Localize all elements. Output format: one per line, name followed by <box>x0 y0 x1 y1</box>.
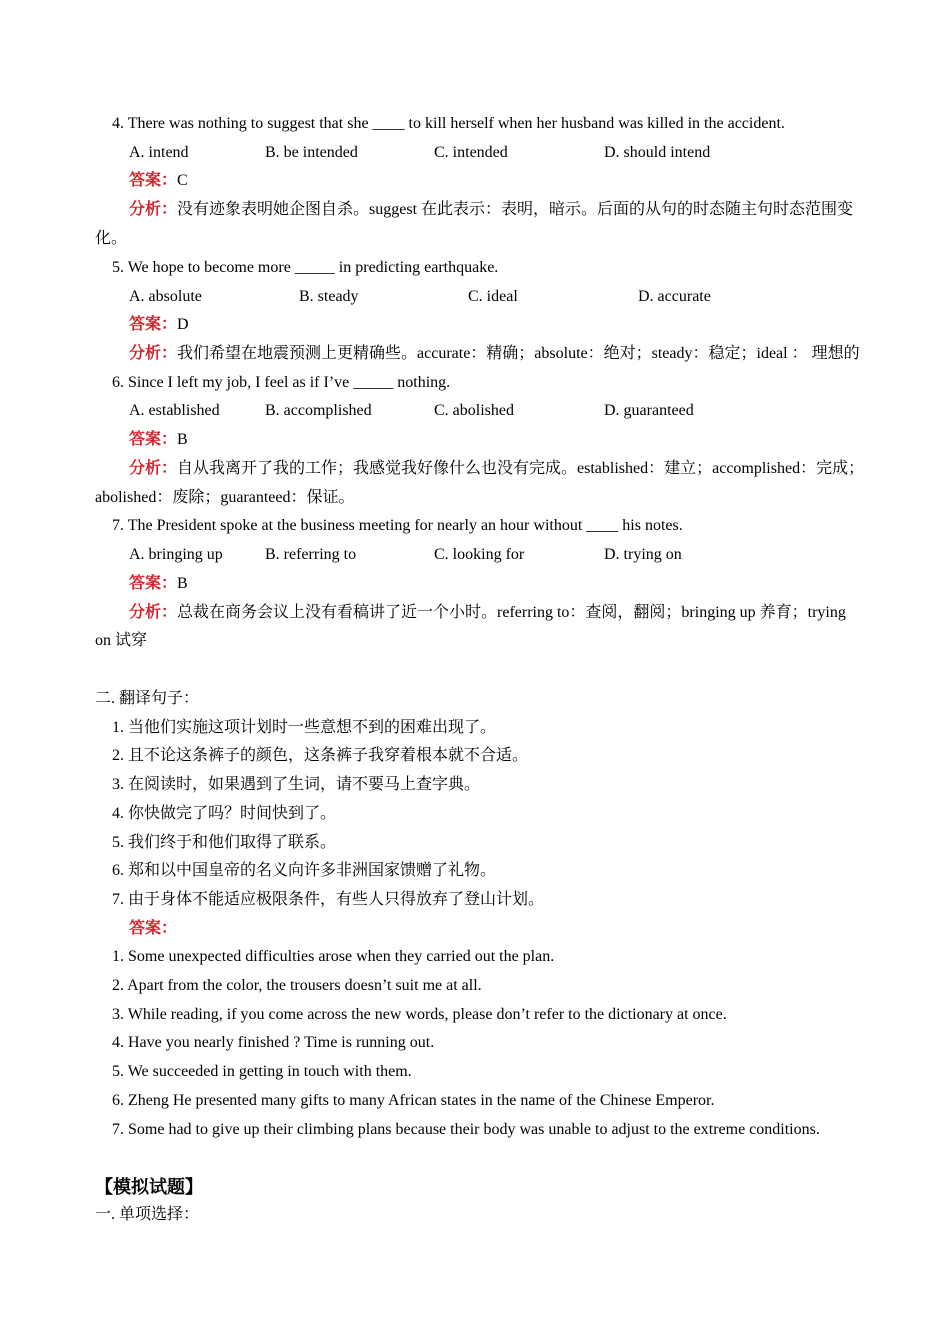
question-4-options <box>129 143 829 163</box>
question-4-answer <box>129 171 188 191</box>
option-d: D. accurate <box>638 288 711 305</box>
option-a: A. established <box>129 402 220 419</box>
question-5-answer <box>129 315 189 335</box>
option-d: D. should intend <box>604 144 711 161</box>
translation-answer-7: 7. Some had to give up their climbing plans because their body was unable to adjust to the extreme conditions. <box>112 1121 820 1138</box>
translation-answer-5: 5. We succeeded in getting in touch with them. <box>112 1063 412 1080</box>
translation-section-title: 二. 翻译句子： <box>95 690 200 707</box>
analysis-text: 自从我离开了我的工作；我感觉我好像什么也没有完成。established：建立；accomplished：完成； <box>177 460 865 477</box>
question-5-options <box>129 287 829 307</box>
answer-value: C <box>177 172 188 189</box>
question-7-stem: 7. The President spoke at the business meeting for nearly an hour without ____ his notes. <box>112 517 683 534</box>
translation-answer-6: 6. Zheng He presented many gifts to many African states in the name of the Chinese Emperor. <box>112 1092 715 1109</box>
option-b: B. referring to <box>265 546 357 563</box>
answer-value: B <box>177 431 188 448</box>
analysis-label: 分析： <box>129 604 178 621</box>
option-a: A. absolute <box>129 288 202 305</box>
option-c: C. ideal <box>468 288 518 305</box>
mock-section-title: 一. 单项选择： <box>95 1206 200 1223</box>
question-4-analysis <box>129 200 853 220</box>
question-4-stem: 4. There was nothing to suggest that she ____ to kill herself when her husband was killed in the accident. <box>112 115 785 132</box>
question-6-options <box>129 401 829 421</box>
question-7-options <box>129 545 829 565</box>
analysis-label: 分析： <box>129 201 178 218</box>
option-c: C. intended <box>434 144 508 161</box>
question-5-analysis <box>129 344 860 364</box>
translation-answer-4: 4. Have you nearly finished ? Time is running out. <box>112 1034 435 1051</box>
option-c: C. abolished <box>434 402 514 419</box>
question-7-analysis-cont: on 试穿 <box>95 632 148 649</box>
option-a: A. bringing up <box>129 546 223 563</box>
question-7-analysis <box>129 603 846 623</box>
question-6-analysis-cont: abolished：废除；guaranteed：保证。 <box>95 489 355 506</box>
answer-label: 答案： <box>129 575 178 592</box>
translation-sentence-3: 3. 在阅读时，如果遇到了生词，请不要马上查字典。 <box>112 776 481 793</box>
question-6-analysis <box>129 459 864 479</box>
analysis-label: 分析： <box>129 460 178 477</box>
option-d: D. guaranteed <box>604 402 694 419</box>
answer-label: 答案： <box>129 316 178 333</box>
question-5-stem: 5. We hope to become more _____ in predicting earthquake. <box>112 259 499 276</box>
translation-sentence-2: 2. 且不论这条裤子的颜色，这条裤子我穿着根本就不合适。 <box>112 747 529 764</box>
question-4-analysis-cont: 化。 <box>95 230 128 247</box>
translation-answer-label: 答案： <box>129 920 178 937</box>
question-6-stem: 6. Since I left my job, I feel as if I’ve _____ nothing. <box>112 374 451 391</box>
translation-sentence-7: 7. 由于身体不能适应极限条件，有些人只得放弃了登山计划。 <box>112 891 545 908</box>
analysis-text: 总裁在商务会议上没有看稿讲了近一个小时。referring to：查阅，翻阅；bringing up 养育；trying <box>177 604 846 621</box>
answer-value: B <box>177 575 188 592</box>
answer-label: 答案： <box>129 172 178 189</box>
analysis-text: 没有迹象表明她企图自杀。suggest 在此表示：表明，暗示。后面的从句的时态随主句时态范围变 <box>177 201 854 218</box>
question-7-answer <box>129 574 188 594</box>
translation-sentence-6: 6. 郑和以中国皇帝的名义向许多非洲国家馈赠了礼物。 <box>112 862 497 879</box>
option-d: D. trying on <box>604 546 682 563</box>
option-a: A. intend <box>129 144 189 161</box>
question-6-answer <box>129 430 188 450</box>
translation-sentence-4: 4. 你快做完了吗？时间快到了。 <box>112 805 337 822</box>
answer-label: 答案： <box>129 431 178 448</box>
option-c: C. looking for <box>434 546 525 563</box>
option-b: B. accomplished <box>265 402 372 419</box>
translation-sentence-1: 1. 当他们实施这项计划时一些意想不到的困难出现了。 <box>112 719 497 736</box>
translation-answer-1: 1. Some unexpected difficulties arose when they carried out the plan. <box>112 948 555 965</box>
translation-answer-2: 2. Apart from the color, the trousers doesn’t suit me at all. <box>112 977 482 994</box>
option-b: B. be intended <box>265 144 358 161</box>
analysis-label: 分析： <box>129 345 178 362</box>
answer-value: D <box>177 316 189 333</box>
translation-answer-3: 3. While reading, if you come across the new words, please don’t refer to the dictionary at once. <box>112 1006 727 1023</box>
translation-sentence-5: 5. 我们终于和他们取得了联系。 <box>112 834 337 851</box>
analysis-text: 我们希望在地震预测上更精确些。accurate：精确；absolute：绝对；steady：稳定；ideal ： 理想的 <box>177 345 860 362</box>
mock-test-title: 【模拟试题】 <box>95 1177 203 1197</box>
option-b: B. steady <box>299 288 359 305</box>
